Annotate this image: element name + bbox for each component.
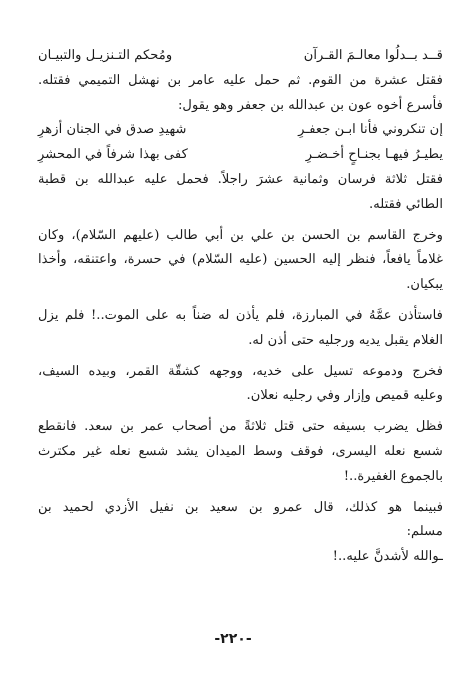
verse-line-3 <box>38 143 443 168</box>
text-line: ـوالله لأشدنَّ عليه..! <box>332 549 443 565</box>
text-line: فقتل عشرة من القوم. ثم حمل عليه عامر بن نهشل التميمي فقتله. <box>38 72 443 88</box>
verse-hemistich-left: كفى بهذا شرفاً في المحشرِ <box>38 147 188 163</box>
text-line: فأسرع أخوه عون بن عبدالله بن جعفر وهو يقول: <box>177 97 443 113</box>
verse-hemistich-right: يطيـرُ فيهـا بجنـاحٍ أخـضـرِ <box>305 147 443 163</box>
text-line: الطائي فقتله. <box>369 196 443 212</box>
verse-line-2 <box>38 118 443 143</box>
text-line: فقتل ثلاثة فرسان وثمانية عشرَ راجلاً. فحمل عليه عبدالله بن قطبة <box>38 171 443 187</box>
verse-hemistich-right: إن تنكروني فأنا ابـن جعفـرِ <box>298 122 443 138</box>
text-line: فخرج ودموعه تسيل على خديه، ووجهه كشقّة القمر، وبيده السيف، <box>38 363 443 379</box>
verse-hemistich-left: ومُحكم التـنزيـل والتبيـان <box>38 48 173 63</box>
text-line: فاستأذن عمَّهُ في المبارزة، فلم يأذن له ضناً به على الموت..! فلم يزل <box>38 307 443 323</box>
text-line: بالجموع الغفيرة..! <box>343 468 443 484</box>
page-body <box>38 44 443 570</box>
page-number: -٢٢٠- <box>214 631 252 647</box>
text-line: يبكيان. <box>406 277 443 293</box>
verse-hemistich-left: شهيدِ صدق في الجنان أزهرِ <box>38 122 187 138</box>
text-line: شسع نعله اليسرى، فوقف وسط الميدان يشد شسع نعله غير مكترث <box>38 443 443 459</box>
text-line: فبينما هو كذلك، قال عمرو بن سعيد بن نفيل الأزدي لحميد بن <box>38 499 443 515</box>
text-line: فظل يضرب بسيفه حتى قتل ثلاثةً من أصحاب عمر بن سعد. فانقطع <box>38 419 443 435</box>
text-line: غلاماً يافعاً، فنظر إليه الحسين (عليه السّلام) في حسرة، واعتنقه، وأخذا <box>38 252 443 268</box>
text-line: مسلم: <box>406 524 443 540</box>
text-line: وخرج القاسم بن الحسن بن علي بن أبي طالب (عليهم السّلام)، وكان <box>38 227 443 243</box>
verse-line-1 <box>38 44 443 69</box>
text-line: وعليه قميص وإزار وفي رجليه نعلان. <box>246 388 443 404</box>
text-line: الغلام يقبل يديه ورجليه حتى أذن له. <box>248 332 443 348</box>
verse-hemistich-right: قــد بــدلُوا معالـمَ القـرآن <box>303 48 443 63</box>
